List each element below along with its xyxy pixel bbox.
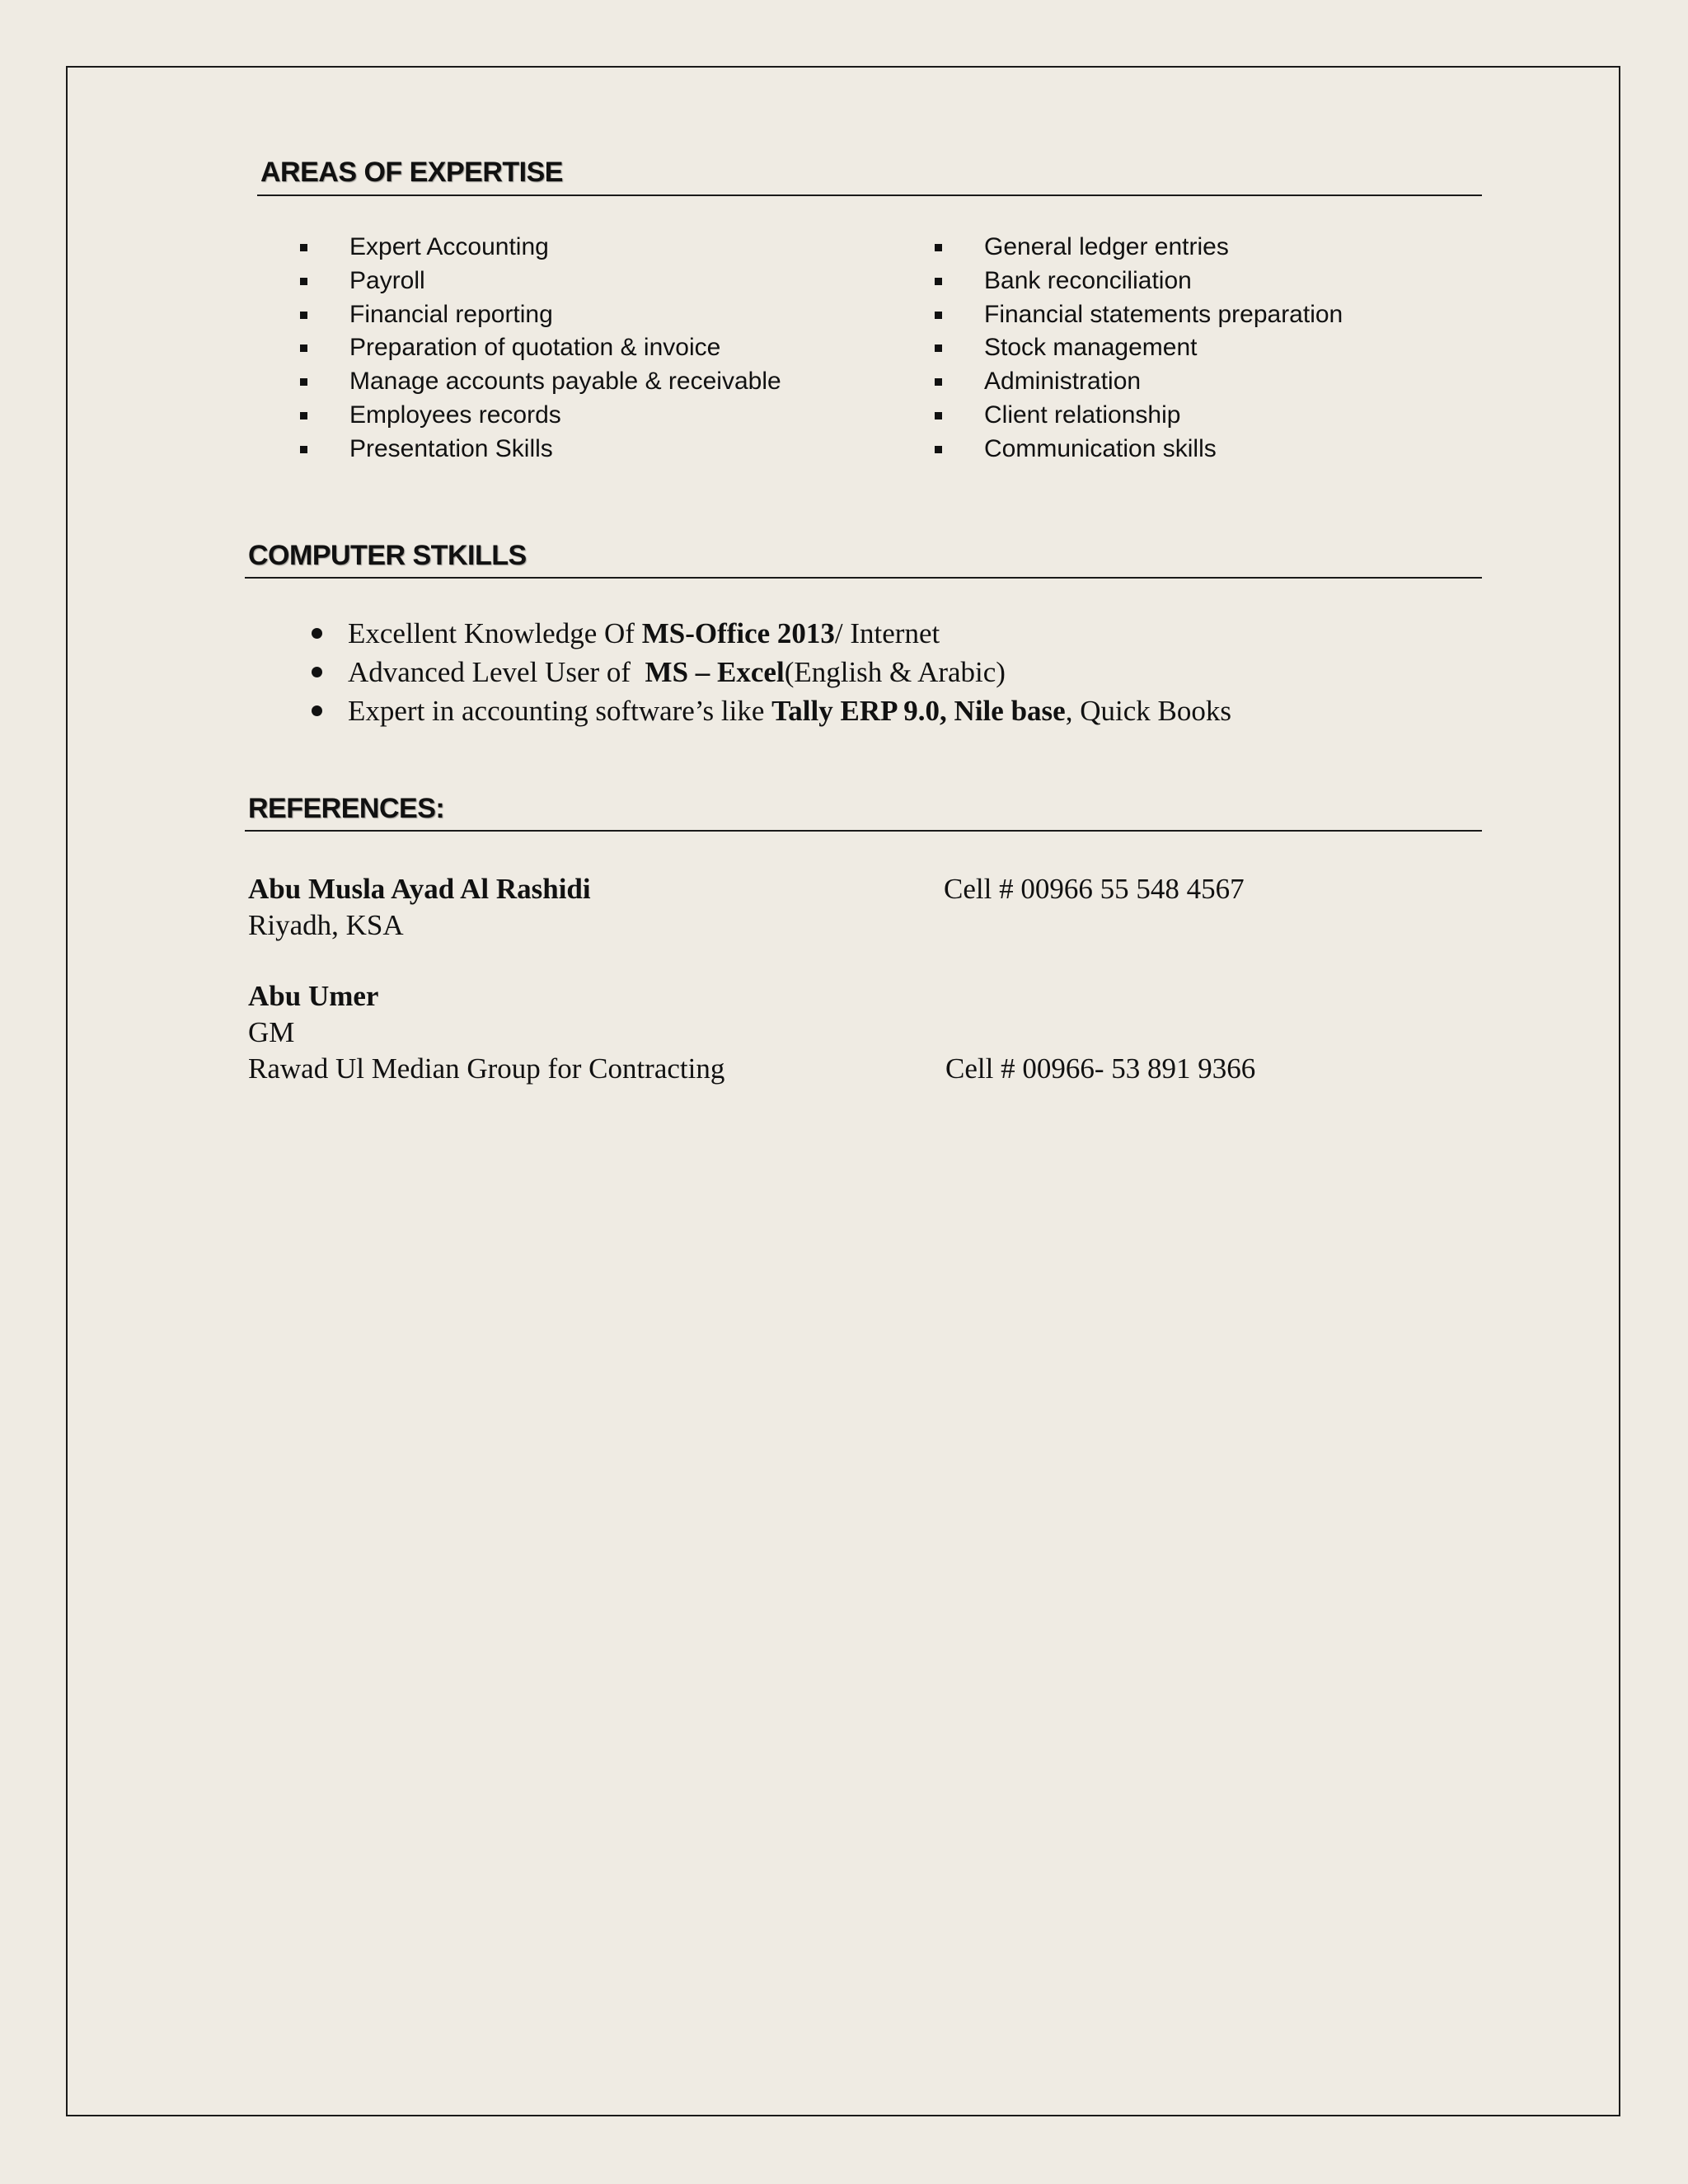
page-border — [66, 66, 1620, 2116]
references-rule — [245, 830, 1482, 832]
square-bullet-icon — [935, 278, 942, 285]
reference-1-cell: Cell # 00966 55 548 4567 — [944, 873, 1245, 905]
computer-skills-heading: COMPUTER STKILLS — [248, 540, 527, 571]
expertise-heading: AREAS OF EXPERTISE — [260, 157, 563, 188]
square-bullet-icon — [935, 412, 942, 419]
reference-2-cell: Cell # 00966- 53 891 9366 — [945, 1052, 1256, 1085]
references-heading: REFERENCES: — [248, 793, 445, 824]
reference-2-title: GM — [248, 1016, 295, 1048]
computer-skills-rule — [245, 577, 1482, 579]
square-bullet-icon — [300, 446, 307, 453]
reference-1-name: Abu Musla Ayad Al Rashidi — [248, 873, 591, 905]
square-bullet-icon — [935, 312, 942, 319]
reference-2-name: Abu Umer — [248, 980, 379, 1012]
square-bullet-icon — [300, 244, 307, 251]
square-bullet-icon — [300, 312, 307, 319]
square-bullet-icon — [300, 412, 307, 419]
square-bullet-icon — [935, 344, 942, 352]
expertise-rule — [257, 194, 1482, 196]
round-bullet-icon — [312, 628, 322, 639]
round-bullet-icon — [312, 667, 322, 677]
reference-2-company: Rawad Ul Median Group for Contracting — [248, 1052, 725, 1085]
reference-1-location: Riyadh, KSA — [248, 909, 404, 941]
square-bullet-icon — [935, 446, 942, 453]
square-bullet-icon — [935, 378, 942, 386]
square-bullet-icon — [300, 378, 307, 386]
square-bullet-icon — [935, 244, 942, 251]
square-bullet-icon — [300, 278, 307, 285]
round-bullet-icon — [312, 705, 322, 716]
square-bullet-icon — [300, 344, 307, 352]
